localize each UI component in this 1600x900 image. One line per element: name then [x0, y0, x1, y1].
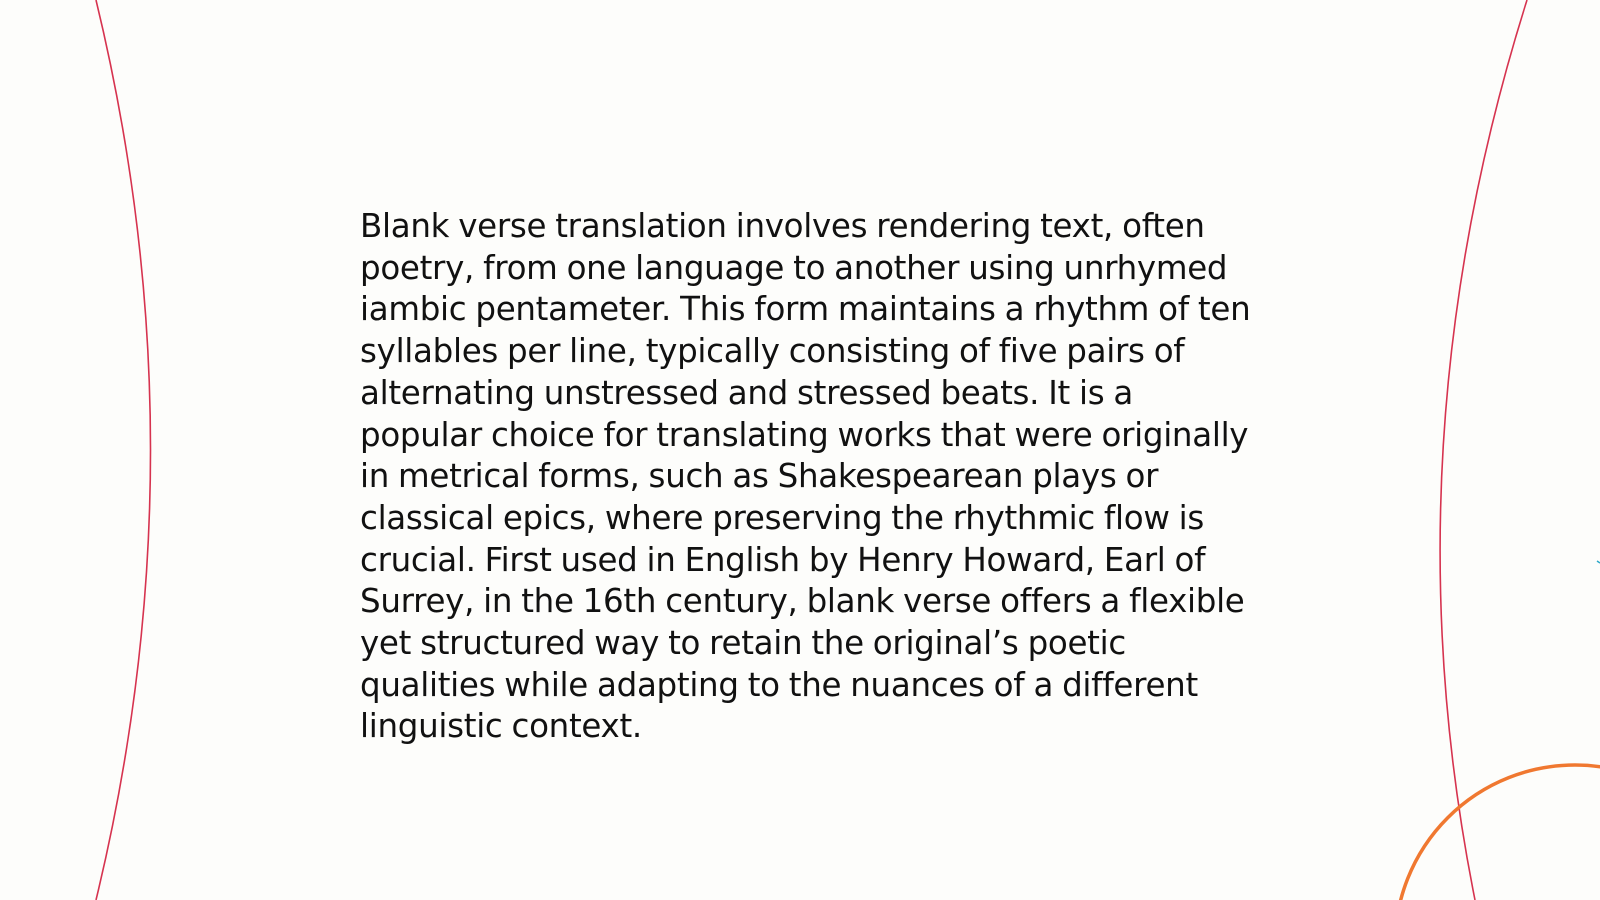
right-arc — [1440, 0, 1527, 900]
corner-circle — [1395, 765, 1600, 900]
left-arc — [96, 0, 151, 900]
body-text: Blank verse translation involves rendering text, often poetry, from one language to another using unrhymed iambic pentameter. This form maintains a rhythm of ten syllables per line, typically consisting of five pairs of alternating unstressed and stressed beats. It is a popular choice for translating works that were originally in metrical forms, such as Shakespearean plays or classical epics, where preserving the rhythmic flow is crucial. First used in English by Henry Howard, Earl of Surrey, in the 16th century, blank verse offers a flexible yet structured way to retain the original’s poetic qualities while adapting to the nuances of a different linguistic context. — [360, 207, 1251, 746]
